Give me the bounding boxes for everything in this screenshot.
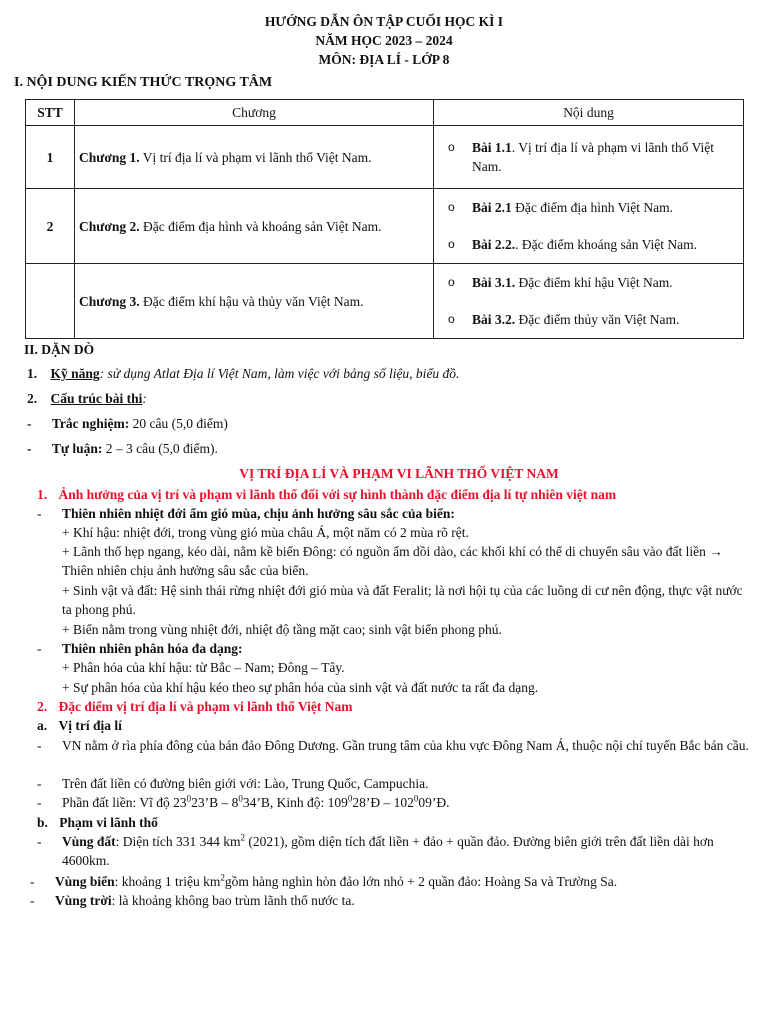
header-title: HƯỚNG DẪN ÔN TẬP CUỐI HỌC KÌ I <box>264 14 504 29</box>
document-header <box>0 12 768 69</box>
essay-line <box>27 439 218 458</box>
table-header-chapter: Chương <box>75 100 434 126</box>
heading-1-text: Ảnh hưởng của vị trí và phạm vi lãnh thổ đối với sự hình thành đặc điểm địa lí tự nhiên việt nam <box>58 487 617 502</box>
heading-1 <box>37 485 616 504</box>
structure-colon: : <box>142 391 147 406</box>
section-2-title: II. DẶN DÒ <box>24 342 95 357</box>
biota-soil-point: + Sinh vật và đất: Hệ sinh thái rừng nhiệt đới gió mùa và đất Feralit; là nơi hội tụ của các luồng di cư nên động, thực vật nước ta phong phú. <box>62 583 743 617</box>
table-row <box>26 264 744 339</box>
table-row <box>26 189 744 264</box>
sea-point: + Biển nằm trong vùng nhiệt đới, nhiệt độ tầng mặt cao; sinh vật biển phong phú. <box>62 622 502 637</box>
land-area-point <box>62 832 752 870</box>
differentiation-effect: + Sự phân hóa của khí hậu kéo theo sự phân hóa của sinh vật và đất nước ta rất đa dạng. <box>62 680 539 695</box>
table-header-content: Nội dung <box>434 100 744 126</box>
lesson-list <box>438 273 739 329</box>
list-item <box>446 273 739 292</box>
dash-bullet: - <box>37 641 42 656</box>
degree-sup: 0 <box>186 793 192 804</box>
header-subject: MÔN: ĐỊA LÍ - LỚP 8 <box>318 52 450 67</box>
row-stt <box>26 264 75 339</box>
airspace-point <box>55 891 355 910</box>
row-chapter <box>75 126 434 189</box>
heading-1-number: 1. <box>37 487 48 502</box>
dash-bullet: - <box>30 893 35 908</box>
essay-text: 2 – 3 câu (5,0 điểm). <box>102 441 218 456</box>
dash-bullet: - <box>37 506 42 521</box>
skill-label: Kỹ năng <box>50 366 100 381</box>
lesson-text: . Đặc điểm khoáng sản Việt Nam. <box>515 237 698 252</box>
section-1-title: I. NỘI DUNG KIẾN THỨC TRỌNG TÂM <box>14 75 273 90</box>
degree-sup: 0 <box>413 793 419 804</box>
subheading-a <box>37 716 122 735</box>
degree-sup: 0 <box>238 793 243 804</box>
coord-text: 34’B, Kinh độ: 109 <box>242 795 348 810</box>
airspace-label: Vùng trời <box>55 893 112 908</box>
content-table <box>25 99 744 339</box>
coord-text: 23’B – 8 <box>191 795 239 810</box>
dash-bullet: - <box>37 738 42 753</box>
lesson-text: . Vị trí địa lí và phạm vi lãnh thổ Việt Nam. <box>472 140 715 174</box>
coordinates-point <box>62 793 450 812</box>
dash-bullet: - <box>27 441 32 456</box>
row-content <box>434 264 744 339</box>
row-chapter <box>75 264 434 339</box>
chapter-text: Đặc điểm địa hình và khoáng sản Việt Nam. <box>139 218 382 234</box>
coord-text: 09’Đ. <box>418 795 450 810</box>
climate-point: + Khí hậu: nhiệt đới, trong vùng gió mùa châu Á, một năm có 2 mùa rõ rệt. <box>62 525 469 540</box>
subheading-a-letter: a. <box>37 718 48 733</box>
essay-label: Tự luận: <box>51 441 103 456</box>
square-sup: 2 <box>240 832 246 843</box>
sea-text: gồm hàng nghìn hòn đảo lớn nhỏ + 2 quần đảo: Hoàng Sa và Trường Sa. <box>224 874 618 889</box>
skill-text: : sử dụng Atlat Địa lí Việt Nam, làm việc với bảng số liệu, biểu đồ. <box>99 366 460 381</box>
table-row <box>26 126 744 189</box>
tropical-nature-title: Thiên nhiên nhiệt đới ẩm gió mùa, chịu ảnh hưởng sâu sắc của biển: <box>62 506 455 521</box>
chapter-text: Đặc điểm khí hậu và thủy văn Việt Nam. <box>139 293 364 309</box>
lesson-label: Bài 3.2. <box>472 312 516 327</box>
structure-label: Cấu trúc bài thi <box>50 391 143 406</box>
heading-2-number: 2. <box>37 699 48 714</box>
chapter-label: Chương 3. <box>79 293 140 309</box>
dash-bullet: - <box>37 776 42 791</box>
row-chapter <box>75 189 434 264</box>
sea-text: : khoảng 1 triệu km <box>114 874 221 889</box>
subheading-b-text: Phạm vi lãnh thổ <box>59 815 158 830</box>
diverse-nature-title: Thiên nhiên phân hóa đa dạng: <box>62 641 243 656</box>
header-school-year: NĂM HỌC 2023 – 2024 <box>315 33 453 48</box>
row-stt: 2 <box>26 189 75 264</box>
square-sup: 2 <box>220 872 225 883</box>
lesson-text: Đặc điểm địa hình Việt Nam. <box>511 200 674 215</box>
mcq-line <box>27 414 228 433</box>
subheading-b <box>37 813 158 832</box>
row-content <box>434 189 744 264</box>
lesson-label: Bài 2.2. <box>472 237 516 252</box>
mcq-label: Trắc nghiệm: <box>51 416 130 431</box>
dash-bullet: - <box>37 795 42 810</box>
heading-2-text: Đặc điểm vị trí địa lí và phạm vi lãnh thổ Việt Nam <box>58 699 353 714</box>
land-text: (2021), gồm diện tích đất liền + đảo + quần đảo. Đường biên giới trên đất liền dài hơn 4600km. <box>62 834 714 868</box>
row-stt: 1 <box>26 126 75 189</box>
structure-number: 2. <box>27 391 38 406</box>
sea-area-point <box>55 872 617 891</box>
lesson-list <box>438 198 739 254</box>
skill-line <box>27 364 459 383</box>
border-point: Trên đất liền có đường biên giới với: Lào, Trung Quốc, Campuchia. <box>62 776 429 791</box>
heading-2 <box>37 697 353 716</box>
territory-point: + Lãnh thổ hẹp ngang, kéo dài, nằm kề biển Đông: có nguồn ẩm dồi dào, các khối khí có thể di chuyển sâu vào đất liền → Thiên nhiên chịu ảnh hưởng sâu sắc của biển. <box>62 544 723 578</box>
sea-label: Vùng biển <box>55 874 115 889</box>
lesson-label: Bài 1.1 <box>472 140 512 155</box>
climate-differentiation: + Phân hóa của khí hậu: từ Bắc – Nam; Đông – Tây. <box>62 660 345 675</box>
skill-number: 1. <box>27 366 38 381</box>
mcq-text: 20 câu (5,0 điểm) <box>129 416 228 431</box>
location-point: VN nằm ở rìa phía đông của bán đảo Đông Dương. Gần trung tâm của khu vực Đông Nam Á, thuộc nội chí tuyến Bắc bán cầu. <box>62 738 749 753</box>
chapter-label: Chương 2. <box>79 218 140 234</box>
dash-bullet: - <box>37 834 42 849</box>
lesson-label: Bài 2.1 <box>472 200 512 215</box>
list-item <box>446 138 739 176</box>
land-label: Vùng đất <box>62 834 116 849</box>
dash-bullet: - <box>30 874 35 889</box>
lesson-list <box>438 138 739 176</box>
lesson-text: Đặc điểm thủy văn Việt Nam. <box>515 312 680 327</box>
coord-text: Phần đất liền: Vĩ độ 23 <box>62 795 187 810</box>
table-header-stt: STT <box>26 100 75 126</box>
chapter-label: Chương 1. <box>79 149 140 165</box>
degree-sup: 0 <box>347 793 353 804</box>
lesson-label: Bài 3.1. <box>472 275 516 290</box>
exam-structure-line <box>27 389 147 408</box>
subheading-b-letter: b. <box>37 815 48 830</box>
airspace-text: : là khoảng không bao trùm lãnh thổ nước ta. <box>111 893 355 908</box>
land-text: : Diện tích 331 344 km <box>115 834 241 849</box>
content-heading: VỊ TRÍ ĐỊA LÍ VÀ PHẠM VI LÃNH THỔ VIỆT NAM <box>239 466 559 481</box>
subheading-a-text: Vị trí địa lí <box>58 718 122 733</box>
row-content <box>434 126 744 189</box>
list-item <box>446 235 739 254</box>
chapter-text: Vị trí địa lí và phạm vi lãnh thổ Việt Nam. <box>139 149 372 165</box>
lesson-text: Đặc điểm khí hậu Việt Nam. <box>515 275 673 290</box>
table-header-row <box>26 100 744 126</box>
coord-text: 28’Đ – 102 <box>352 795 414 810</box>
dash-bullet: - <box>27 416 32 431</box>
list-item <box>446 198 739 217</box>
list-item <box>446 310 739 329</box>
